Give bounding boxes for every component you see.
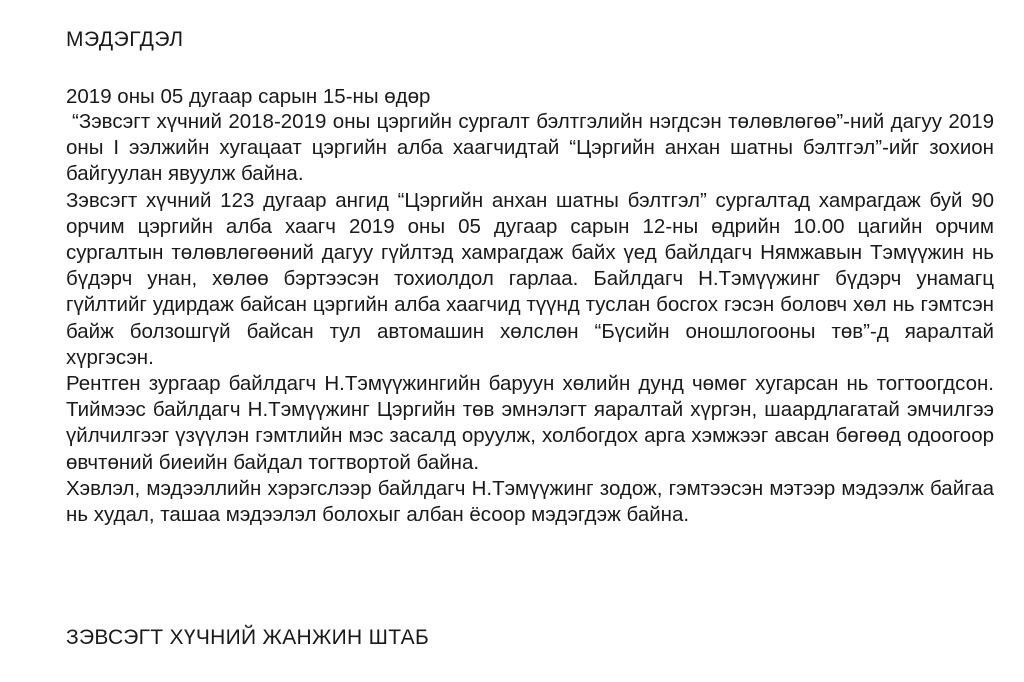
paragraph-4: Хэвлэл, мэдээллийн хэрэгслээр байлдагч Н.Тэмүүжинг зодож, гэмтээсэн мэтээр мэдээлж байгаа нь худал, ташаа мэдээлэл болохыг албан ёсоор мэдэгдэж байна. — [66, 476, 994, 527]
document-body — [66, 109, 994, 528]
paragraph-2: Зэвсэгт хүчний 123 дугаар ангид “Цэргийн анхан шатны бэлтгэл” сургалтад хамрагдаж буй 90 орчим цэргийн алба хаагч 2019 оны 05 дугаар сарын 12-ны өдрийн 10.00 цагийн орчим сургалтын төлөвлөгөөний дагуу гүйлтэд хамрагдаж байх үед байлдагч Нямжавын Тэмүүжин нь бүдэрч унан, хөлөө бэртээсэн тохиолдол гарлаа. Байлдагч Н.Тэмүүжинг бүдэрч унамагц гүйлтийг удирдаж байсан цэргийн алба хаагчид түүнд туслан босгох гэсэн боловч хөл нь гэмтсэн байж болзошгүй байсан тул автомашин хөлслөн “Бүсийн оношлогооны төв”-д яаралтай хүргэсэн. — [66, 188, 994, 369]
date-line: 2019 оны 05 дугаар сарын 15-ны өдөр — [66, 85, 431, 108]
paragraph-3: Рентген зургаар байлдагч Н.Тэмүүжингийн баруун хөлийн дунд чөмөг хугарсан нь тогтоогдсон. Тиймээс байлдагч Н.Тэмүүжинг Цэргийн төв эмнэлэгт яаралтай хүргэн, шаардлагатай эмчилгээ үйлчилгээг үзүүлэн гэмтлийн мэс засалд оруулж, холбогдох арга хэмжээг авсан бөгөөд одоогоор өвчтөний биеийн байдал тогтвортой байна. — [66, 372, 994, 474]
paragraph-1: “Зэвсэгт хүчний 2018-2019 оны цэргийн сургалт бэлтгэлийн нэгдсэн төлөвлөгөө”-ний дагуу 2019 оны I ээлжийн хугацаат цэргийн алба хаагчидтай “Цэргийн анхан шатны бэлтгэл”-ийг зохион байгуулан явуулж байна. — [66, 110, 994, 186]
signature-line: ЗЭВСЭГТ ХҮЧНИЙ ЖАНЖИН ШТАБ — [66, 626, 430, 649]
document-title: МЭДЭГДЭЛ — [66, 28, 184, 51]
